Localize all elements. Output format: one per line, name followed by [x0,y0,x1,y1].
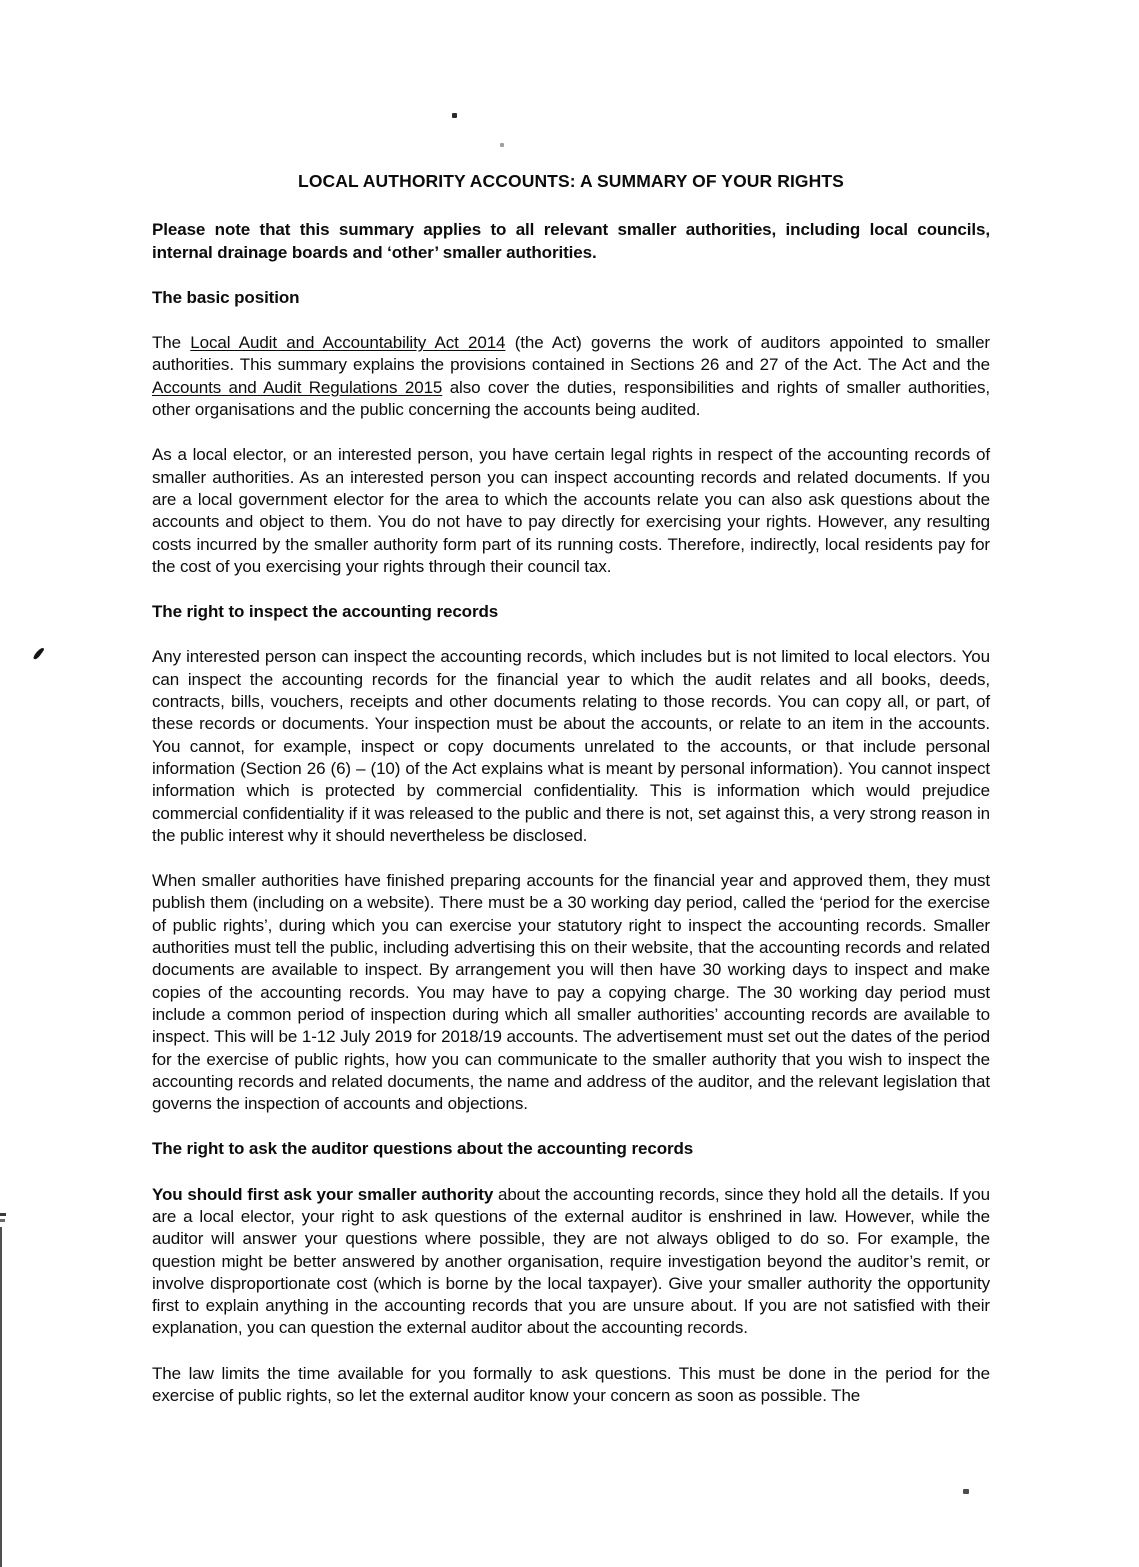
heading-right-to-ask-questions: The right to ask the auditor questions about the accounting records [152,1139,694,1159]
paragraph-inspect-2: When smaller authorities have finished preparing accounts for the financial year and approved them, they must publish them (including on a website). There must be a 30 working day period, called the ‘period for the exercise of public rights’, during which you can exercise your statutory right to inspect the accounting records. Smaller authorities must tell the public, including advertising this on their website, that the accounting records and related documents are available to inspect. By arrangement you will then have 30 working days to inspect and make copies of the accounting records. You may have to pay a copying charge. The 30 working day period must include a common period of inspection during which all smaller authorities’ accounting records are available to inspect. This will be 1-12 July 2019 for 2018/19 accounts. The advertisement must set out the dates of the period for the exercise of public rights, how you can communicate to the smaller authority that you wish to inspect the accounting records and related documents, the name and address of the auditor, and the relevant legislation that governs the inspection of accounts and objections. [152,871,990,1114]
text-run: (the Act) governs the work of auditors appointed to smaller authorities. This summary explains the provisions contained in Sections 26 and 27 of the Act. The Act and the [152,333,990,375]
heading-right-to-inspect: The right to inspect the accounting records [152,602,499,622]
scan-artifact-edge-tick [0,1219,5,1222]
scan-artifact-speck [500,143,504,147]
text-run: about the accounting records, since they hold all the details. If you are a local elector, your right to ask questions of the external auditor is enshrined in law. However, while the auditor will answer your questions where possible, they are not always obliged to do so. For example, the question might be better answered by another organisation, require investigation beyond the auditor’s remit, or involve disproportionate cost (which is borne by the local taxpayer). Give your smaller authority the opportunity first to explain anything in the accounting records that you are unsure about. If you are not satisfied with their explanation, you can question the external auditor about the accounting records. [152,1184,990,1338]
link-accounts-audit-regulations-2015[interactable]: Accounts and Audit Regulations 2015 [152,377,443,397]
paragraph-questions-2: The law limits the time available for you formally to ask questions. This must be done in the period for the exercise of public rights, so let the external auditor know your concern as soon as possible. The [152,1363,990,1406]
text-run: also cover the duties, responsibilities and rights of smaller authorities, other organisations and the public concerning the accounts being audited. [152,377,990,420]
heading-basic-position: The basic position [152,287,300,307]
intro-note: Please note that this summary applies to all relevant smaller authorities, including local councils, internal drainage boards and ‘other’ smaller authorities. [152,220,990,262]
page-title: LOCAL AUTHORITY ACCOUNTS: A SUMMARY OF YOUR RIGHTS [298,171,844,191]
scan-artifact-speck [963,1489,969,1494]
scan-artifact-speck [452,113,457,118]
scan-artifact-edge-line [0,1227,2,1567]
paragraph-inspect-1: Any interested person can inspect the accounting records, which includes but is not limited to local electors. You can inspect the accounting records for the financial year to which the audit relates and all books, deeds, contracts, bills, vouchers, receipts and other documents relating to those records. You can copy all, or part, of these records or documents. Your inspection must be about the accounts, or relate to an item in the accounts. You cannot, for example, inspect or copy documents unrelated to the accounts, or that include personal information (Section 26 (6) – (10) of the Act explains what is meant by personal information). You cannot inspect information which is protected by commercial confidentiality. This is information which would prejudice commercial confidentiality if it was released to the public and there is not, set against this, a very strong reason in the public interest why it should nevertheless be disclosed. [152,647,990,845]
paragraph-questions-1 [152,1184,990,1340]
scan-artifact-edge-tick [0,1213,6,1216]
bold-text-run: You should first ask your smaller authority [152,1184,494,1204]
text-run: The [152,333,191,353]
paragraph-basic-2: As a local elector, or an interested person, you have certain legal rights in respect of the accounting records of smaller authorities. As an interested person you can inspect accounting records and related documents. If you are a local government elector for the area to which the accounts relate you can also ask questions about the accounts and object to them. You do not have to pay directly for exercising your rights. However, any resulting costs incurred by the smaller authority form part of its running costs. Therefore, indirectly, local residents pay for the cost of you exercising your rights through their council tax. [152,445,990,576]
link-local-audit-act-2014[interactable]: Local Audit and Accountability Act 2014 [190,333,506,353]
paragraph-basic-1 [152,332,990,421]
